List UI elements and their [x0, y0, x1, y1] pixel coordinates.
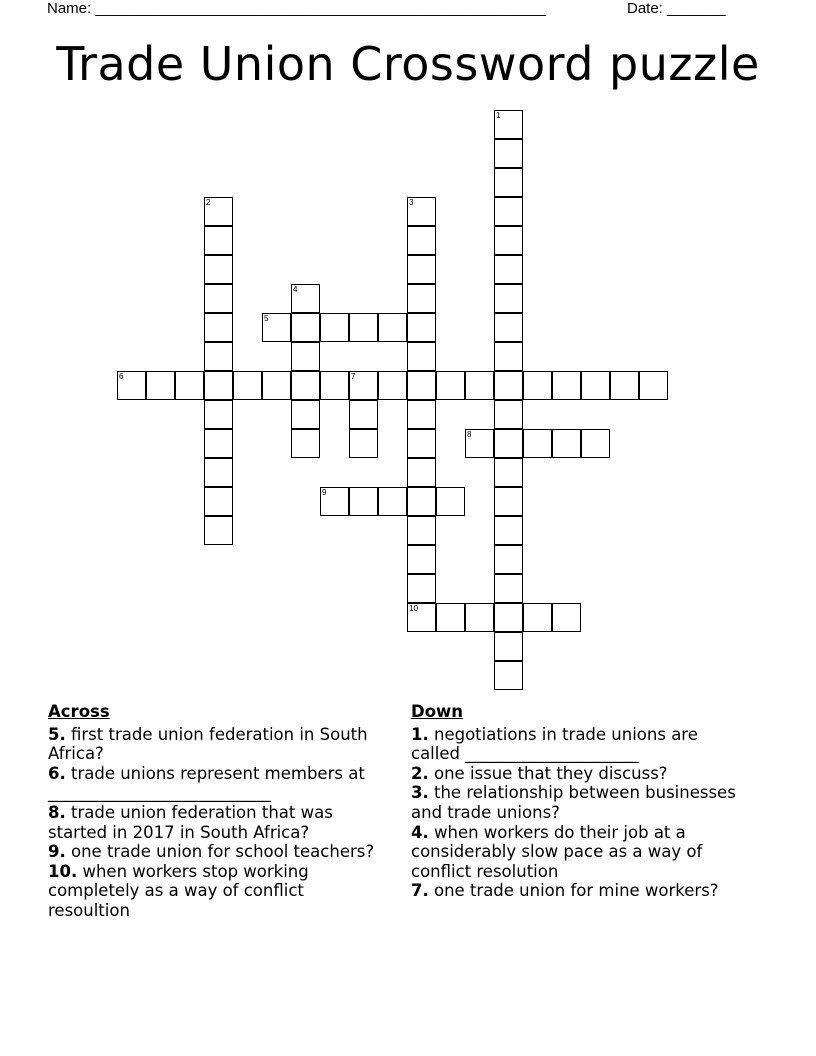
clue-text: one trade union for mine workers?: [428, 881, 719, 901]
clue-number: 3: [409, 198, 414, 207]
grid-cell[interactable]: [291, 342, 320, 371]
grid-cell[interactable]: [523, 371, 552, 400]
grid-cell[interactable]: [378, 371, 407, 400]
grid-cell[interactable]: [407, 400, 436, 429]
clue-number: 4.: [411, 822, 429, 842]
clue-number: 5.: [48, 724, 66, 744]
grid-cell[interactable]: [291, 284, 320, 313]
grid-cell[interactable]: [552, 371, 581, 400]
grid-cell[interactable]: [581, 429, 610, 458]
across-clues: [48, 702, 378, 921]
down-clue: [411, 783, 741, 822]
across-clue: [48, 764, 378, 803]
grid-cell[interactable]: [494, 197, 523, 226]
grid-cell[interactable]: [494, 429, 523, 458]
down-clue-list: [411, 725, 741, 901]
down-heading: Down: [411, 702, 464, 721]
clue-text: first trade union federation in South Africa?: [48, 724, 368, 764]
down-clue: [411, 881, 741, 901]
grid-cell[interactable]: [378, 487, 407, 516]
grid-cell[interactable]: [204, 226, 233, 255]
grid-cell[interactable]: [204, 197, 233, 226]
grid-cell[interactable]: [320, 487, 349, 516]
grid-cell[interactable]: [204, 284, 233, 313]
grid-cell[interactable]: [233, 371, 262, 400]
grid-cell[interactable]: [639, 371, 668, 400]
across-clue: [48, 803, 378, 842]
grid-cell[interactable]: [349, 429, 378, 458]
grid-cell[interactable]: [465, 603, 494, 632]
clue-number: 9: [322, 488, 327, 497]
grid-cell[interactable]: [523, 429, 552, 458]
name-line[interactable]: ______________________________________________________: [95, 0, 546, 17]
grid-cell[interactable]: [262, 313, 291, 342]
grid-cell[interactable]: [494, 458, 523, 487]
grid-cell[interactable]: [494, 313, 523, 342]
grid-cell[interactable]: [494, 284, 523, 313]
clue-number: 7: [351, 372, 356, 381]
clue-text: negotiations in trade unions are called _____________________: [411, 724, 698, 764]
clue-text: when workers do their job at a considerably slow pace as a way of conflict resolution: [411, 822, 703, 881]
grid-cell[interactable]: [291, 313, 320, 342]
grid-cell[interactable]: [204, 458, 233, 487]
grid-cell[interactable]: [494, 342, 523, 371]
across-heading: Across: [48, 702, 110, 721]
grid-cell[interactable]: [552, 429, 581, 458]
grid-cell[interactable]: [349, 313, 378, 342]
grid-cell[interactable]: [407, 545, 436, 574]
grid-cell[interactable]: [378, 313, 407, 342]
clue-number: 8: [467, 430, 472, 439]
grid-cell[interactable]: [407, 313, 436, 342]
grid-cell[interactable]: [494, 574, 523, 603]
grid-cell[interactable]: [494, 400, 523, 429]
grid-cell[interactable]: [407, 197, 436, 226]
name-label: Name:: [47, 0, 92, 17]
grid-cell[interactable]: [407, 458, 436, 487]
grid-cell[interactable]: [494, 139, 523, 168]
clue-number: 10.: [48, 861, 78, 881]
grid-cell[interactable]: [494, 661, 523, 690]
clue-number: 6.: [48, 763, 66, 783]
clue-number: 10: [409, 604, 418, 613]
grid-cell[interactable]: [204, 429, 233, 458]
grid-cell[interactable]: [320, 371, 349, 400]
grid-cell[interactable]: [494, 110, 523, 139]
down-clues: [411, 702, 741, 901]
grid-cell[interactable]: [291, 400, 320, 429]
grid-cell[interactable]: [291, 371, 320, 400]
grid-cell[interactable]: [581, 371, 610, 400]
grid-cell[interactable]: [436, 487, 465, 516]
grid-cell[interactable]: [204, 342, 233, 371]
grid-cell[interactable]: [494, 487, 523, 516]
grid-cell[interactable]: [407, 226, 436, 255]
down-clue: [411, 725, 741, 764]
across-clue: [48, 862, 378, 921]
grid-cell[interactable]: [349, 487, 378, 516]
clue-number: 9.: [48, 842, 66, 862]
grid-cell[interactable]: [146, 371, 175, 400]
grid-cell[interactable]: [436, 603, 465, 632]
clue-number: 6: [119, 372, 124, 381]
down-clue: [411, 764, 741, 784]
grid-cell[interactable]: [494, 371, 523, 400]
clue-number: 1.: [411, 724, 429, 744]
grid-cell[interactable]: [494, 168, 523, 197]
grid-cell[interactable]: [204, 487, 233, 516]
clue-number: 8.: [48, 802, 66, 822]
grid-cell[interactable]: [407, 284, 436, 313]
grid-cell[interactable]: [465, 371, 494, 400]
grid-cell[interactable]: [291, 429, 320, 458]
grid-cell[interactable]: [407, 516, 436, 545]
grid-cell[interactable]: [175, 371, 204, 400]
grid-cell[interactable]: [407, 487, 436, 516]
clue-text: one issue that they discuss?: [428, 763, 668, 783]
grid-cell[interactable]: [407, 371, 436, 400]
grid-cell[interactable]: [117, 371, 146, 400]
grid-cell[interactable]: [349, 371, 378, 400]
clue-text: one trade union for school teachers?: [65, 842, 375, 862]
grid-cell[interactable]: [494, 226, 523, 255]
clue-number: 2: [206, 198, 211, 207]
grid-cell[interactable]: [407, 603, 436, 632]
clue-number: 3.: [411, 783, 429, 803]
grid-cell[interactable]: [204, 400, 233, 429]
grid-cell[interactable]: [552, 603, 581, 632]
across-clue: [48, 725, 378, 764]
grid-cell[interactable]: [494, 545, 523, 574]
grid-cell[interactable]: [465, 429, 494, 458]
clue-text: when workers stop working completely as a way of conflict resoultion: [48, 861, 309, 920]
page-title: Trade Union Crossword puzzle: [56, 37, 760, 91]
date-label: Date:: [627, 0, 663, 17]
clue-number: 2.: [411, 763, 429, 783]
date-line[interactable]: _______: [667, 0, 726, 17]
grid-cell[interactable]: [494, 255, 523, 284]
clue-text: trade union federation that was started in 2017 in South Africa?: [48, 802, 333, 842]
grid-cell[interactable]: [494, 632, 523, 661]
grid-cell[interactable]: [407, 574, 436, 603]
grid-cell[interactable]: [407, 342, 436, 371]
grid-cell[interactable]: [407, 255, 436, 284]
clue-number: 5: [264, 314, 269, 323]
clue-number: 7.: [411, 881, 429, 901]
clue-number: 1: [496, 111, 501, 120]
grid-cell[interactable]: [204, 516, 233, 545]
down-clue: [411, 823, 741, 882]
grid-cell[interactable]: [494, 603, 523, 632]
grid-cell[interactable]: [204, 371, 233, 400]
across-clue: [48, 842, 378, 862]
grid-cell[interactable]: [436, 371, 465, 400]
grid-cell[interactable]: [610, 371, 639, 400]
grid-cell[interactable]: [407, 429, 436, 458]
grid-cell[interactable]: [523, 603, 552, 632]
grid-cell[interactable]: [262, 371, 291, 400]
grid-cell[interactable]: [204, 255, 233, 284]
clue-number: 4: [293, 285, 298, 294]
grid-cell[interactable]: [204, 313, 233, 342]
grid-cell[interactable]: [320, 313, 349, 342]
clue-text: the relationship between businesses and trade unions?: [411, 783, 736, 822]
grid-cell[interactable]: [349, 400, 378, 429]
clue-text: trade unions represent members at ___________________________: [48, 763, 365, 803]
grid-cell[interactable]: [494, 516, 523, 545]
across-clue-list: [48, 725, 378, 921]
